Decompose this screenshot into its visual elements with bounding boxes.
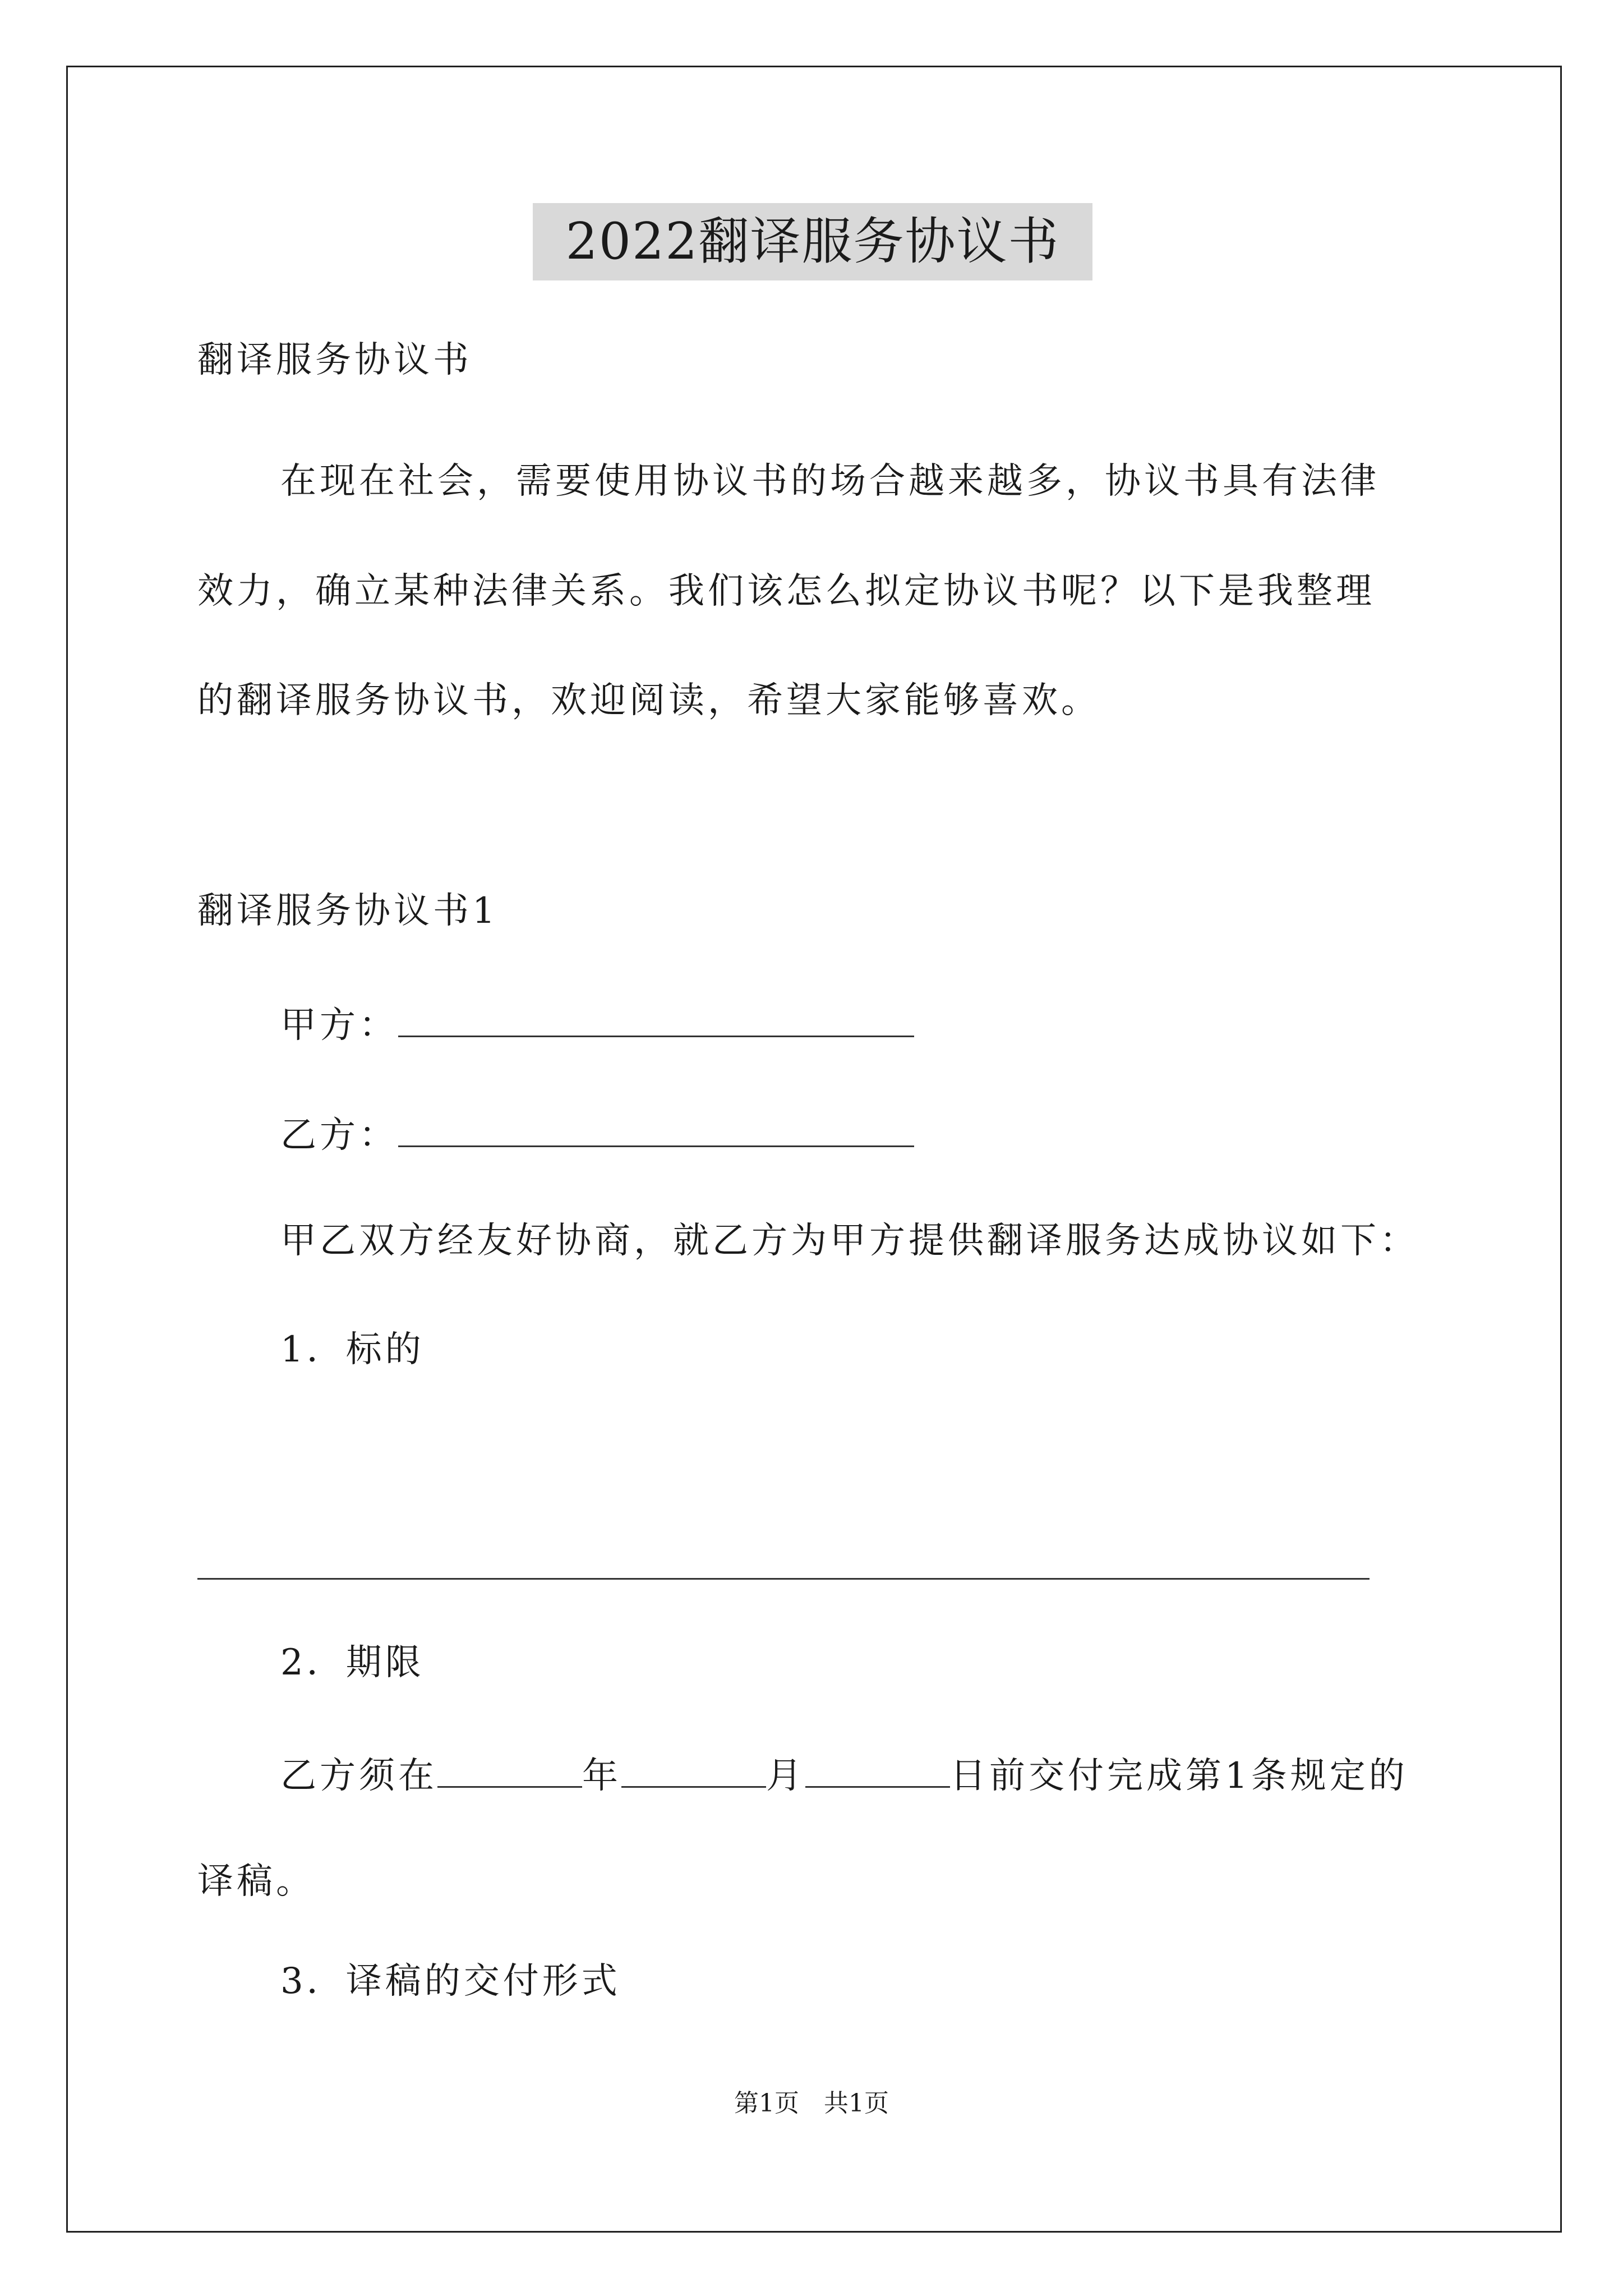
day-blank	[805, 1749, 950, 1788]
document-title: 2022翻译服务协议书	[533, 203, 1092, 280]
subtitle: 翻译服务协议书	[197, 339, 472, 381]
section-heading: 翻译服务协议书1	[197, 890, 499, 932]
intro-line-1: 在现在社会，需要使用协议书的场合越来越多，协议书具有法律	[280, 461, 1380, 502]
year-blank	[437, 1749, 582, 1788]
item-2-heading: 2．期限	[280, 1642, 425, 1683]
deadline-prefix: 乙方须在	[280, 1755, 437, 1797]
deadline-continuation: 译稿。	[197, 1861, 315, 1902]
intro-line-2: 效力，确立某种法律关系。我们该怎么拟定协议书呢？以下是我整理	[197, 570, 1375, 612]
page-footer: 第1页 共1页	[734, 2089, 889, 2118]
party-b-field	[280, 1108, 914, 1158]
party-a-label: 甲方：	[280, 1005, 398, 1046]
party-b-label: 乙方：	[280, 1115, 398, 1156]
item-3-heading: 3．译稿的交付形式	[280, 1961, 621, 2002]
agreement-line: 甲乙双方经友好协商，就乙方为甲方提供翻译服务达成协议如下：	[280, 1220, 1419, 1262]
party-a-blank	[398, 999, 914, 1037]
party-b-blank	[398, 1108, 914, 1147]
deadline-line	[280, 1749, 1408, 1798]
year-label: 年	[582, 1755, 621, 1797]
subject-blank-line	[197, 1578, 1370, 1580]
party-a-field	[280, 999, 914, 1048]
intro-line-3: 的翻译服务协议书，欢迎阅读，希望大家能够喜欢。	[197, 680, 1100, 721]
month-label: 月	[766, 1755, 805, 1797]
deadline-suffix: 日前交付完成第1条规定的	[950, 1755, 1408, 1797]
item-1-heading: 1．标的	[280, 1329, 425, 1370]
month-blank	[621, 1749, 766, 1788]
